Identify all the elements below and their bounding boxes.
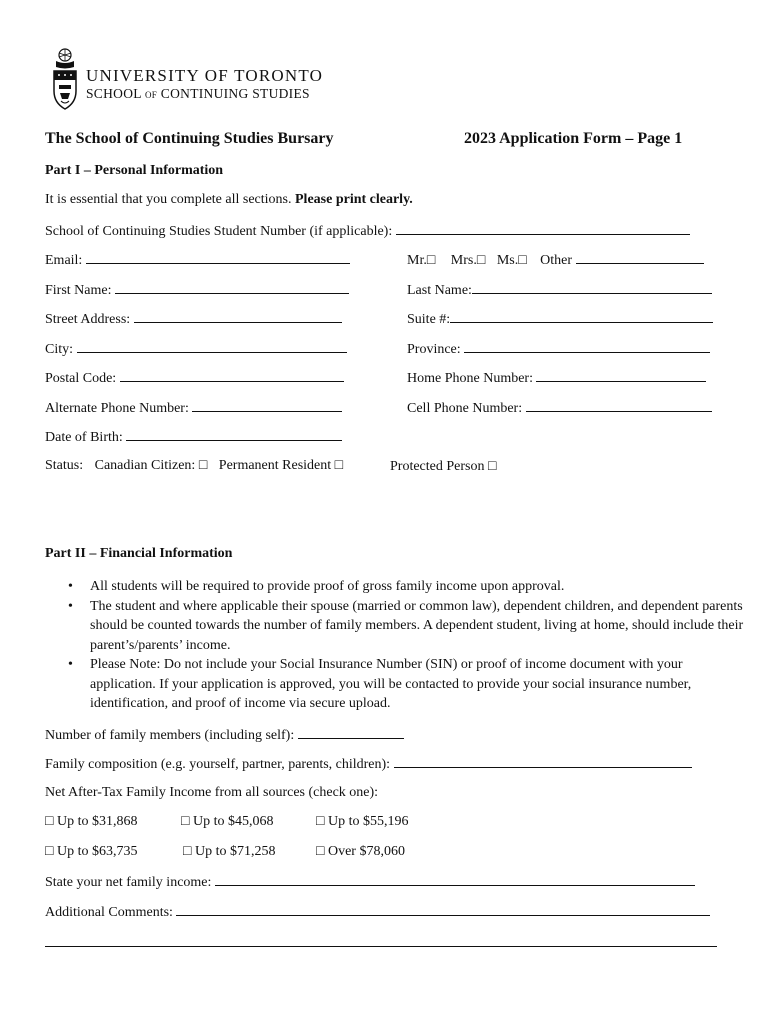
dob-row	[45, 428, 342, 446]
home-phone-field[interactable]	[536, 369, 706, 382]
family-composition-field[interactable]	[394, 755, 692, 768]
student-number-field[interactable]	[396, 222, 690, 235]
cell-phone-field[interactable]	[526, 399, 712, 412]
email-label: Email:	[45, 253, 83, 268]
dob-label: Date of Birth:	[45, 430, 123, 445]
province-field[interactable]	[464, 340, 710, 353]
first-name-field[interactable]	[115, 281, 349, 294]
alt-phone-label: Alternate Phone Number:	[45, 401, 189, 416]
last-name-label: Last Name:	[407, 283, 472, 298]
comments-field[interactable]	[176, 903, 710, 916]
family-composition-row	[45, 755, 692, 773]
street-row	[45, 310, 342, 328]
city-label: City:	[45, 342, 74, 357]
logo-school-name	[86, 86, 310, 102]
part2-heading: Part II – Financial Information	[45, 546, 233, 561]
dob-field[interactable]	[126, 428, 342, 441]
university-crest-icon	[50, 47, 80, 113]
postal-row	[45, 369, 344, 387]
home-phone-row	[407, 369, 706, 387]
city-field[interactable]	[77, 340, 347, 353]
form-title: The School of Continuing Studies Bursary	[45, 130, 334, 147]
income-option-3[interactable]: □ Up to $55,196	[316, 814, 409, 829]
ms-checkbox[interactable]: Ms.□	[496, 253, 527, 268]
bullet-item: • All students will be required to provide proof of gross family income upon approval.	[90, 577, 750, 597]
intro-bold-text: Please print clearly.	[295, 192, 413, 207]
comments-field-line-2[interactable]	[45, 946, 717, 947]
family-members-field[interactable]	[298, 726, 404, 739]
state-income-label: State your net family income:	[45, 875, 212, 890]
protected-person-checkbox[interactable]: Protected Person □	[390, 459, 497, 474]
bullet-item: • The student and where applicable their spouse (married or common law), dependent children, and dependent parents should be counted towards the number of family members. A dependent student, living at home, should include their parent’s/parents’ income.	[90, 597, 750, 656]
citizen-checkbox[interactable]: Canadian Citizen: □	[94, 458, 208, 473]
first-name-row	[45, 281, 349, 299]
first-name-label: First Name:	[45, 283, 112, 298]
suite-label: Suite #:	[407, 312, 451, 327]
mr-checkbox[interactable]: Mr.□	[407, 253, 436, 268]
student-number-label: School of Continuing Studies Student Number (if applicable):	[45, 224, 393, 239]
comments-row	[45, 903, 710, 921]
suite-row	[407, 310, 713, 328]
mrs-checkbox[interactable]: Mrs.□	[450, 253, 486, 268]
status-label: Status:	[45, 458, 84, 473]
status-row	[45, 458, 343, 474]
family-composition-label: Family composition (e.g. yourself, partner, parents, children):	[45, 757, 391, 772]
postal-label: Postal Code:	[45, 371, 117, 386]
city-row	[45, 340, 347, 358]
financial-info-bullets	[64, 577, 750, 714]
income-option-2[interactable]: □ Up to $45,068	[181, 814, 274, 829]
province-row	[407, 340, 710, 358]
logo-continuing-studies: CONTINUING STUDIES	[160, 86, 310, 101]
family-members-row	[45, 726, 404, 744]
home-phone-label: Home Phone Number:	[407, 371, 533, 386]
state-income-field[interactable]	[215, 873, 695, 886]
cell-phone-label: Cell Phone Number:	[407, 401, 523, 416]
street-label: Street Address:	[45, 312, 131, 327]
student-number-row	[45, 222, 690, 240]
street-field[interactable]	[134, 310, 342, 323]
income-option-1[interactable]: □ Up to $31,868	[45, 814, 138, 829]
logo-university-name: UNIVERSITY OF TORONTO	[86, 66, 324, 85]
title-options-row	[407, 251, 704, 269]
province-label: Province:	[407, 342, 461, 357]
form-page-title: 2023 Application Form – Page 1	[464, 130, 683, 147]
part1-heading: Part I – Personal Information	[45, 163, 224, 178]
bullet-item: • Please Note: Do not include your Social Insurance Number (SIN) or proof of income document with your application. If your application is approved, you will be contacted to provide your social insurance number, identification, and proof of income via secure upload.	[90, 655, 750, 714]
state-income-row	[45, 873, 695, 891]
logo-school-word: SCHOOL	[86, 86, 142, 101]
cell-phone-row	[407, 399, 712, 417]
alt-phone-field[interactable]	[192, 399, 342, 412]
permanent-resident-checkbox[interactable]: Permanent Resident □	[218, 458, 344, 473]
suite-field[interactable]	[450, 310, 713, 323]
other-field[interactable]	[576, 251, 704, 264]
logo-of-word: OF	[145, 90, 158, 100]
family-members-label: Number of family members (including self):	[45, 728, 295, 743]
income-option-6[interactable]: □ Over $78,060	[316, 844, 405, 859]
alt-phone-row	[45, 399, 342, 417]
email-row	[45, 251, 350, 269]
postal-field[interactable]	[120, 369, 344, 382]
part1-intro	[45, 192, 413, 208]
last-name-field[interactable]	[472, 281, 712, 294]
income-option-5[interactable]: □ Up to $71,258	[183, 844, 276, 859]
last-name-row	[407, 281, 712, 299]
intro-text: It is essential that you complete all sections.	[45, 192, 292, 207]
other-label: Other	[540, 253, 573, 268]
income-option-4[interactable]: □ Up to $63,735	[45, 844, 138, 859]
comments-label: Additional Comments:	[45, 905, 173, 920]
net-income-label: Net After-Tax Family Income from all sources (check one):	[45, 785, 379, 800]
email-field[interactable]	[86, 251, 350, 264]
